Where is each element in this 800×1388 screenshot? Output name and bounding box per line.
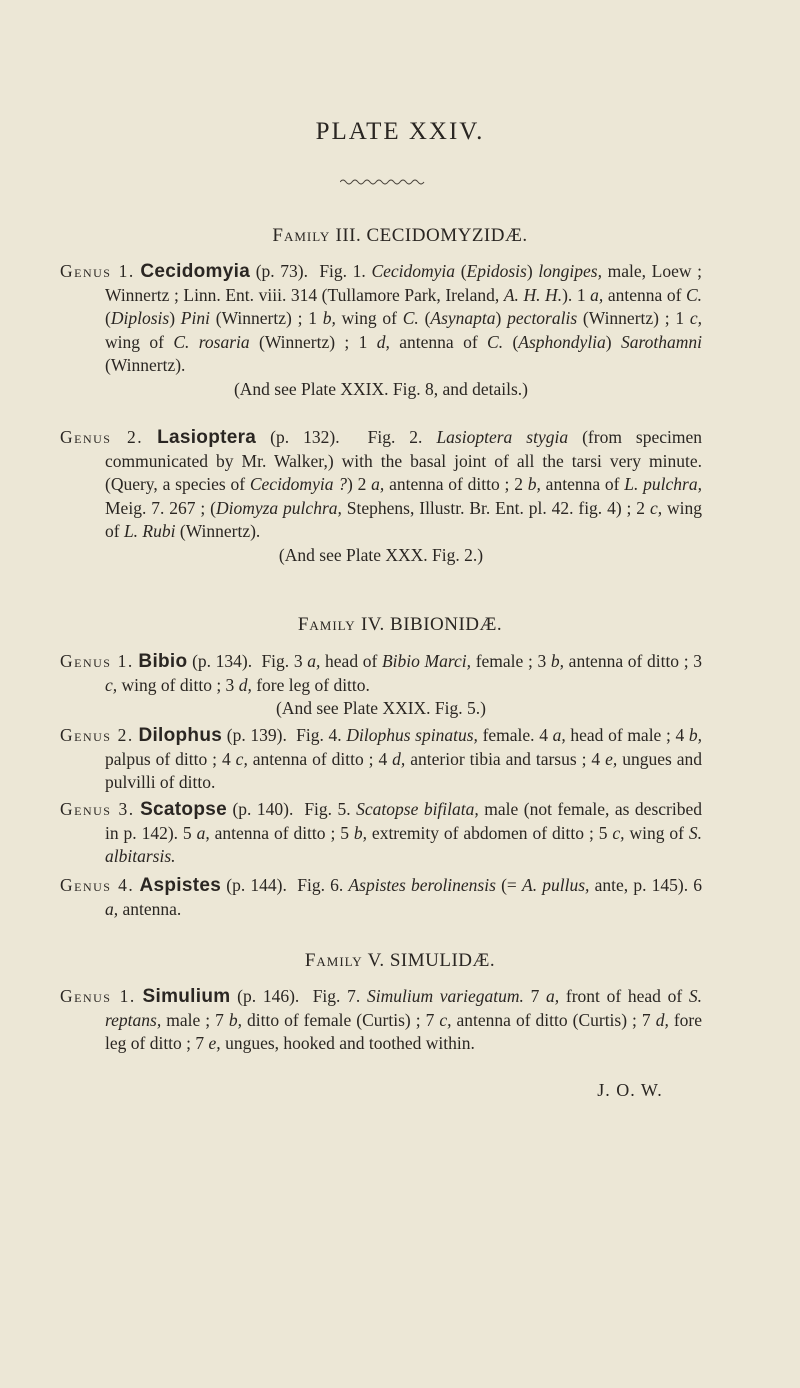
entry-simulium: Genus 1. Simulium (p. 146). Fig. 7. Simulium variegatum. 7 a, front of head of S. reptans, male ; 7 b, ditto of female (Curtis) ; 7 c, antenna of ditto (Curtis) ; 7 d, fore leg of ditto ; 7 e, ungues, hooked and toothed within.	[60, 986, 703, 1053]
see-also: (And see Plate XXIX. Fig. 8, and details.)	[233, 378, 529, 399]
genus-name: Lasioptera	[157, 427, 257, 448]
ornament-divider	[340, 176, 426, 186]
entry-bibio: Genus 1. Bibio (p. 134). Fig. 3 a, head of Bibio Marci, female ; 3 b, antenna of ditto ; 3 c, wing of ditto ; 3 d, fore leg of ditto. (And see Plate XXIX. Fig. 5.)	[60, 650, 702, 721]
entry-lasioptera: Genus 2. Lasioptera (p. 132). Fig. 2. Lasioptera stygia (from specimen communicated by Mr. Walker,) with the basal joint of all the tarsi very minute. (Query, a species of Cecidomyia ?) 2 a, antenna of ditto ; 2 b, antenna of L. pulchra, Meig. 7. 267 ; (Diomyza pulchra, Stephens, Illustr. Br. Ent. pl. 42. fig. 4) ; 2 c, wing of L. Rubi (Winnertz). (And see Plate XXX. Fig. 2.)	[60, 426, 702, 567]
genus-label: Genus 1.	[60, 651, 134, 671]
genus-label: Genus 3.	[60, 799, 135, 819]
entry-dilophus: Genus 2. Dilophus (p. 139). Fig. 4. Dilophus spinatus, female. 4 a, head of male ; 4 b, palpus of ditto ; 4 c, antenna of ditto ; 4 d, anterior tibia and tarsus ; 4 e, ungues and pulvilli of ditto.	[60, 725, 703, 792]
author-signature: J. O. W.	[597, 1080, 663, 1100]
genus-name: Simulium	[142, 986, 231, 1007]
genus-label: Genus 2.	[60, 427, 144, 447]
family-heading-simulidae: Family V. SIMULIDÆ.	[304, 950, 496, 971]
genus-label: Genus 2.	[60, 725, 134, 745]
genus-name: Scatopse	[140, 799, 227, 820]
entry-aspistes: Genus 4. Aspistes (p. 144). Fig. 6. Aspistes berolinensis (= A. pullus, ante, p. 145). 6 a, antenna.	[60, 875, 703, 919]
family-heading-bibionidae: Family IV. BIBIONIDÆ.	[297, 614, 503, 635]
genus-label: Genus 4.	[60, 875, 135, 895]
genus-name: Aspistes	[139, 875, 222, 896]
genus-name: Dilophus	[138, 725, 223, 746]
entry-cecidomyia: Genus 1. Cecidomyia (p. 73). Fig. 1. Cecidomyia (Epidosis) longipes, male, Loew ; Winnertz ; Linn. Ent. viii. 314 (Tullamore Park, Ireland, A. H. H.). 1 a, antenna of C. (Diplosis) Pini (Winnertz) ; 1 b, wing of C. (Asynapta) pectoralis (Winnertz) ; 1 c, wing of C. rosaria (Winnertz) ; 1 d, antenna of C. (Asphondylia) Sarothamni (Winnertz). (And see Plate XXIX. Fig. 8, and details.)	[60, 260, 702, 401]
see-also: (And see Plate XXIX. Fig. 5.)	[276, 698, 486, 718]
family-heading-cecidomyzidae: Family III. CECIDOMYZIDÆ.	[272, 225, 528, 246]
entry-scatopse: Genus 3. Scatopse (p. 140). Fig. 5. Scatopse bifilata, male (not female, as described in p. 142). 5 a, antenna of ditto ; 5 b, extremity of abdomen of ditto ; 5 c, wing of S. albitarsis.	[60, 799, 702, 866]
genus-name: Cecidomyia	[140, 261, 251, 282]
see-also: (And see Plate XXX. Fig. 2.)	[278, 544, 484, 565]
plate-title: PLATE XXIV.	[315, 118, 485, 145]
genus-label: Genus 1.	[60, 986, 136, 1006]
genus-name: Bibio	[138, 651, 188, 672]
genus-label: Genus 1.	[60, 261, 135, 281]
